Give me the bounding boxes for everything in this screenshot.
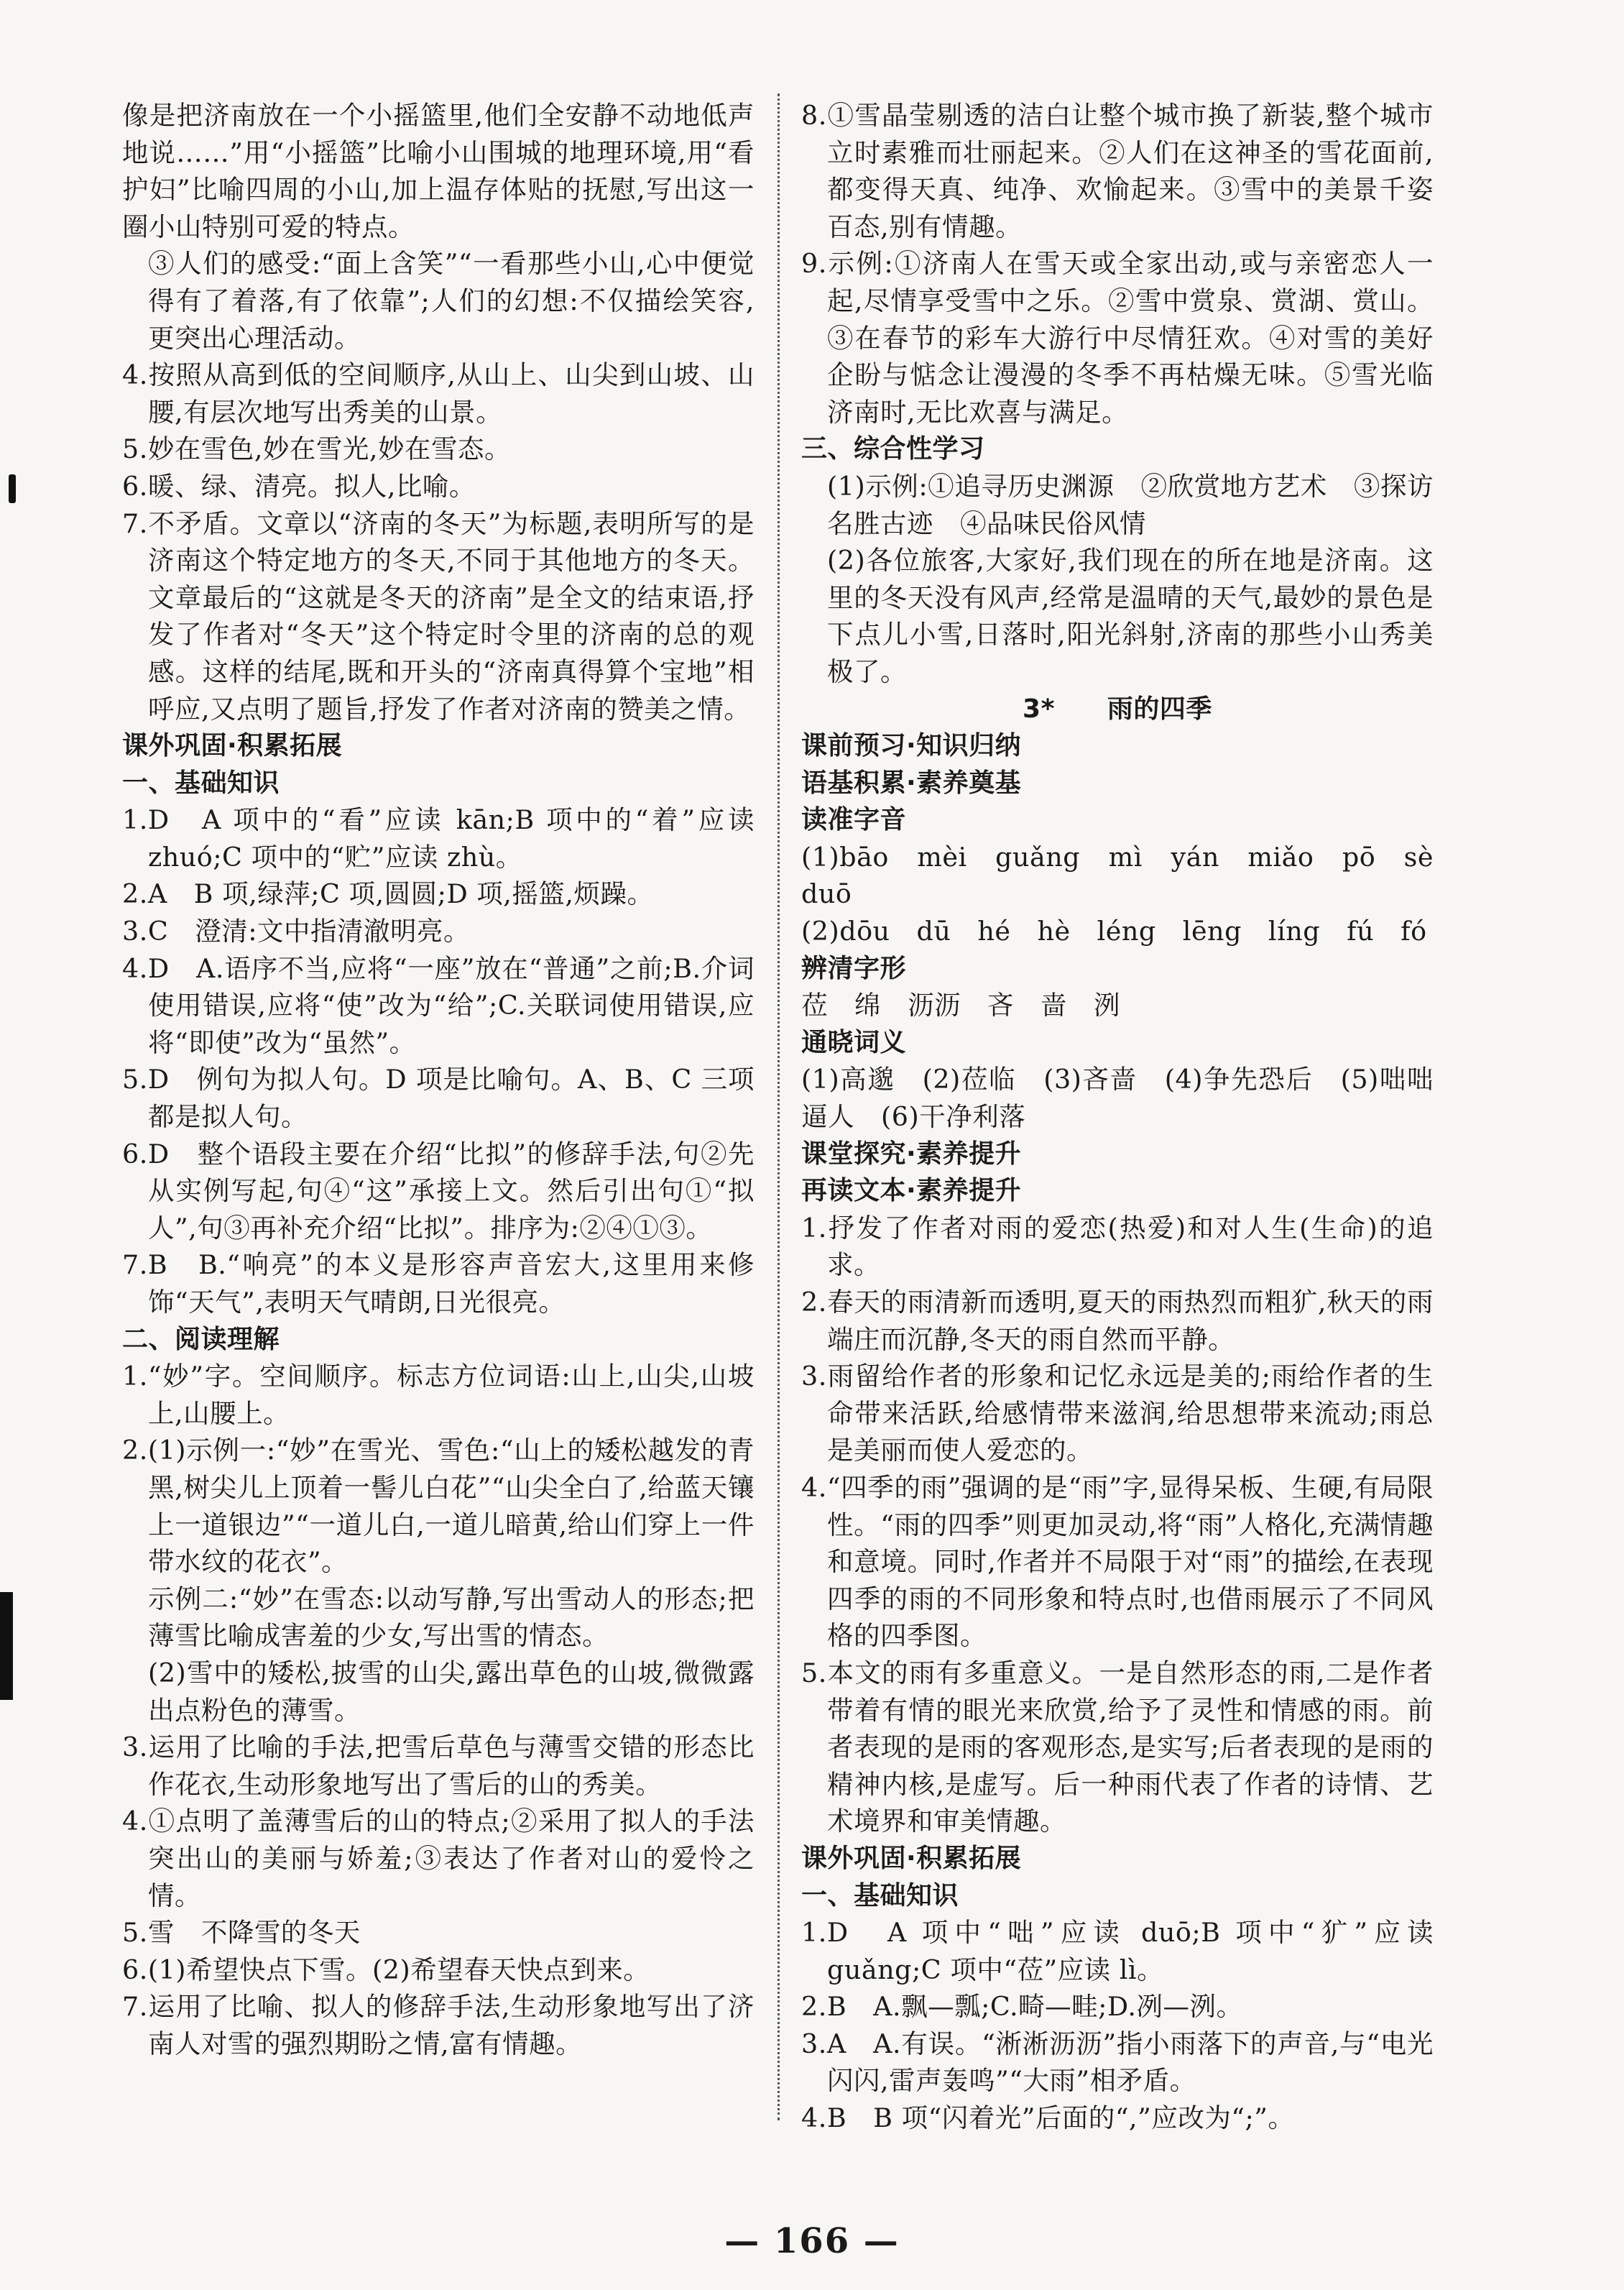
section-heading: 辨清字形 (801, 953, 907, 983)
answer-paragraph: 2.春天的雨清新而透明,夏天的雨热烈而粗犷,秋天的雨端庄而沉静,冬天的雨自然而平静。 (801, 1287, 1434, 1355)
answer-paragraph: 4.按照从高到低的空间顺序,从山上、山尖到山坡、山腰,有层次地写出秀美的山景。 (122, 359, 755, 428)
answer-paragraph: (1)示例:①追寻历史渊源 ②欣赏地方艺术 ③探访名胜古迹 ④品味民俗风情 (827, 470, 1434, 539)
answer-paragraph: 5.D 例句为拟人句。D 项是比喻句。A、B、C 三项都是拟人句。 (122, 1064, 755, 1133)
answer-paragraph: 1.抒发了作者对雨的爱恋(热爱)和对人生(生命)的追求。 (801, 1212, 1434, 1281)
answer-paragraph: 3.雨留给作者的形象和记忆永远是美的;雨给作者的生命带来活跃,给感情带来滋润,给思想带来流动;雨总是美丽而使人爱恋的。 (801, 1361, 1434, 1466)
answer-paragraph: (1)高邈 (2)莅临 (3)吝啬 (4)争先恐后 (5)咄咄逼人 (6)干净利落 (801, 1064, 1434, 1133)
answer-paragraph: 4.B B 项“闪着光”后面的“,”应改为“;”。 (801, 2102, 1295, 2134)
section-heading: 3* 雨的四季 (1023, 694, 1212, 724)
answer-paragraph: 2.(1)示例一:“妙”在雪光、雪色:“山上的矮松越发的青黑,树尖儿上顶着一髻儿白花”“山尖全白了,给蓝天镶上一道银边”“一道儿白,一道儿暗黄,给山们穿上一件带水纹的花衣”。 (122, 1435, 755, 1578)
section-heading: 一、基础知识 (122, 768, 280, 798)
section-heading: 二、阅读理解 (122, 1324, 280, 1354)
answer-paragraph: 5.妙在雪色,妙在雪光,妙在雪态。 (122, 433, 512, 465)
section-heading: 课外巩固·积累拓展 (122, 731, 343, 761)
answer-paragraph: 6.(1)希望快点下雪。(2)希望春天快点到来。 (122, 1954, 650, 1985)
answer-paragraph: 2.B A.飘—瓢;C.畸—畦;D.冽—洌。 (801, 1991, 1243, 2023)
section-heading: 一、基础知识 (801, 1880, 959, 1910)
answer-paragraph: 1.D A 项中的“看”应读 kān;B 项中的“着”应读 zhuó;C 项中的“贮”应读 zhù。 (122, 804, 755, 873)
answer-paragraph: 7.B B.“响亮”的本义是形容声音宏大,这里用来修饰“天气”,表明天气晴朗,日光很亮。 (122, 1249, 755, 1318)
answer-paragraph: 3.运用了比喻的手法,把雪后草色与薄雪交错的形态比作花衣,生动形象地写出了雪后的山的秀美。 (122, 1732, 755, 1800)
answer-paragraph: 8.①雪晶莹剔透的洁白让整个城市换了新装,整个城市立时素雅而壮丽起来。②人们在这神圣的雪花面前,都变得天真、纯净、欢愉起来。③雪中的美景千姿百态,别有情趣。 (801, 100, 1434, 242)
answer-paragraph: 6.D 整个语段主要在介绍“比拟”的修辞手法,句②先从实例写起,句④“这”承接上文。然后引出句①“拟人”,句③再补充介绍“比拟”。排序为:②④①③。 (122, 1138, 755, 1243)
page-number: — 166 — (724, 2221, 900, 2261)
section-heading: 语基积累·素养奠基 (801, 768, 1022, 798)
scan-mark (0, 1592, 13, 1700)
answer-paragraph: 3.C 澄清:文中指清澈明亮。 (122, 916, 471, 947)
section-heading: 课外巩固·积累拓展 (801, 1843, 1022, 1873)
left-column (122, 97, 755, 2062)
answer-paragraph: ③人们的感受:“面上含笑”“一看那些小山,心中便觉得有了着落,有了依靠”;人们的幻想:不仅描绘笑容,更突出心理活动。 (148, 248, 755, 354)
answer-paragraph: 像是把济南放在一个小摇篮里,他们全安静不动地低声地说……”用“小摇篮”比喻小山围城的地理环境,用“看护妇”比喻四周的小山,加上温存体贴的抚慰,写出这一圈小山特别可爱的特点。 (122, 100, 755, 242)
scan-mark (9, 474, 16, 503)
right-column (801, 97, 1460, 2137)
answer-paragraph: 1.D A 项中“咄”应读 duō;B 项中“犷”应读 guǎng;C 项中“莅”应读 lì。 (801, 1917, 1434, 1985)
section-heading: 课前预习·知识归纳 (801, 731, 1022, 761)
answer-paragraph: 示例二:“妙”在雪态:以动写静,写出雪动人的形态;把薄雪比喻成害羞的少女,写出雪的情态。 (148, 1583, 755, 1652)
answer-paragraph: 7.不矛盾。文章以“济南的冬天”为标题,表明所写的是济南这个特定地方的冬天,不同于其他地方的冬天。文章最后的“这就是冬天的济南”是全文的结束语,抒发了作者对“冬天”这个特定时令里的济南的总的观感。这样的结尾,既和开头的“济南真得算个宝地”相呼应,又点明了题旨,抒发了作者对济南的赞美之情。 (122, 507, 755, 725)
section-heading: 三、综合性学习 (801, 434, 985, 464)
answer-paragraph: 6.暖、绿、清亮。拟人,比喻。 (122, 470, 476, 502)
answer-paragraph: 5.本文的雨有多重意义。一是自然形态的雨,二是作者带着有情的眼光来欣赏,给予了灵性和情感的雨。前者表现的是雨的客观形态,是实写;后者表现的是雨的精神内核,是虚写。后一种雨代表了作者的诗情、艺术境界和审美情趣。 (801, 1657, 1434, 1837)
answer-paragraph: 4.“四季的雨”强调的是“雨”字,显得呆板、生硬,有局限性。“雨的四季”则更加灵动,将“雨”人格化,充满情趣和意境。同时,作者并不局限于对“雨”的描绘,在表现四季的雨的不同形象和特点时,也借雨展示了不同风格的四季图。 (801, 1471, 1434, 1652)
answer-paragraph: 3.A A.有误。“淅淅沥沥”指小雨落下的声音,与“电光闪闪,雷声轰鸣”“大雨”相矛盾。 (801, 2028, 1434, 2097)
answer-paragraph: 莅 绵 沥沥 吝 啬 洌 (801, 990, 1120, 1021)
answer-paragraph: 7.运用了比喻、拟人的修辞手法,生动形象地写出了济南人对雪的强烈期盼之情,富有情趣。 (122, 1991, 755, 2059)
answer-paragraph: (2)dōu dū hé hè léng lēng líng fú fó (801, 916, 1427, 947)
answer-paragraph: 4.D A.语序不当,应将“一座”放在“普通”之前;B.介词使用错误,应将“使”改为“给”;C.关联词使用错误,应将“即使”改为“虽然”。 (122, 952, 755, 1058)
answer-paragraph: 9.示例:①济南人在雪天或全家出动,或与亲密恋人一起,尽情享受雪中之乐。②雪中赏泉、赏湖、赏山。③在春节的彩车大游行中尽情狂欢。④对雪的美好企盼与惦念让漫漫的冬季不再枯燥无味。⑤雪光临济南时,无比欢喜与满足。 (801, 248, 1434, 428)
answer-paragraph: 5.雪 不降雪的冬天 (122, 1917, 361, 1949)
answer-paragraph: (2)雪中的矮松,披雪的山尖,露出草色的山坡,微微露出点粉色的薄雪。 (148, 1657, 755, 1726)
answer-paragraph: 4.①点明了盖薄雪后的山的特点;②采用了拟人的手法突出山的美丽与娇羞;③表达了作者对山的爱怜之情。 (122, 1806, 755, 1911)
answer-paragraph: (2)各位旅客,大家好,我们现在的所在地是济南。这里的冬天没有风声,经常是温晴的天气,最妙的景色是下点儿小雪,日落时,阳光斜射,济南的那些小山秀美极了。 (827, 545, 1434, 687)
section-heading: 读准字音 (801, 805, 907, 835)
answer-paragraph: (1)bāo mèi guǎng mì yán miǎo pō sè duō (801, 841, 1460, 910)
section-heading: 课堂探究·素养提升 (801, 1139, 1022, 1169)
section-heading: 再读文本·素养提升 (801, 1176, 1022, 1206)
section-heading: 通晓词义 (801, 1027, 907, 1057)
answer-paragraph: 2.A B 项,绿萍;C 项,圆圆;D 项,摇篮,烦躁。 (122, 878, 654, 910)
answer-paragraph: 1.“妙”字。空间顺序。标志方位词语:山上,山尖,山坡上,山腰上。 (122, 1361, 755, 1429)
column-divider (778, 93, 780, 2120)
